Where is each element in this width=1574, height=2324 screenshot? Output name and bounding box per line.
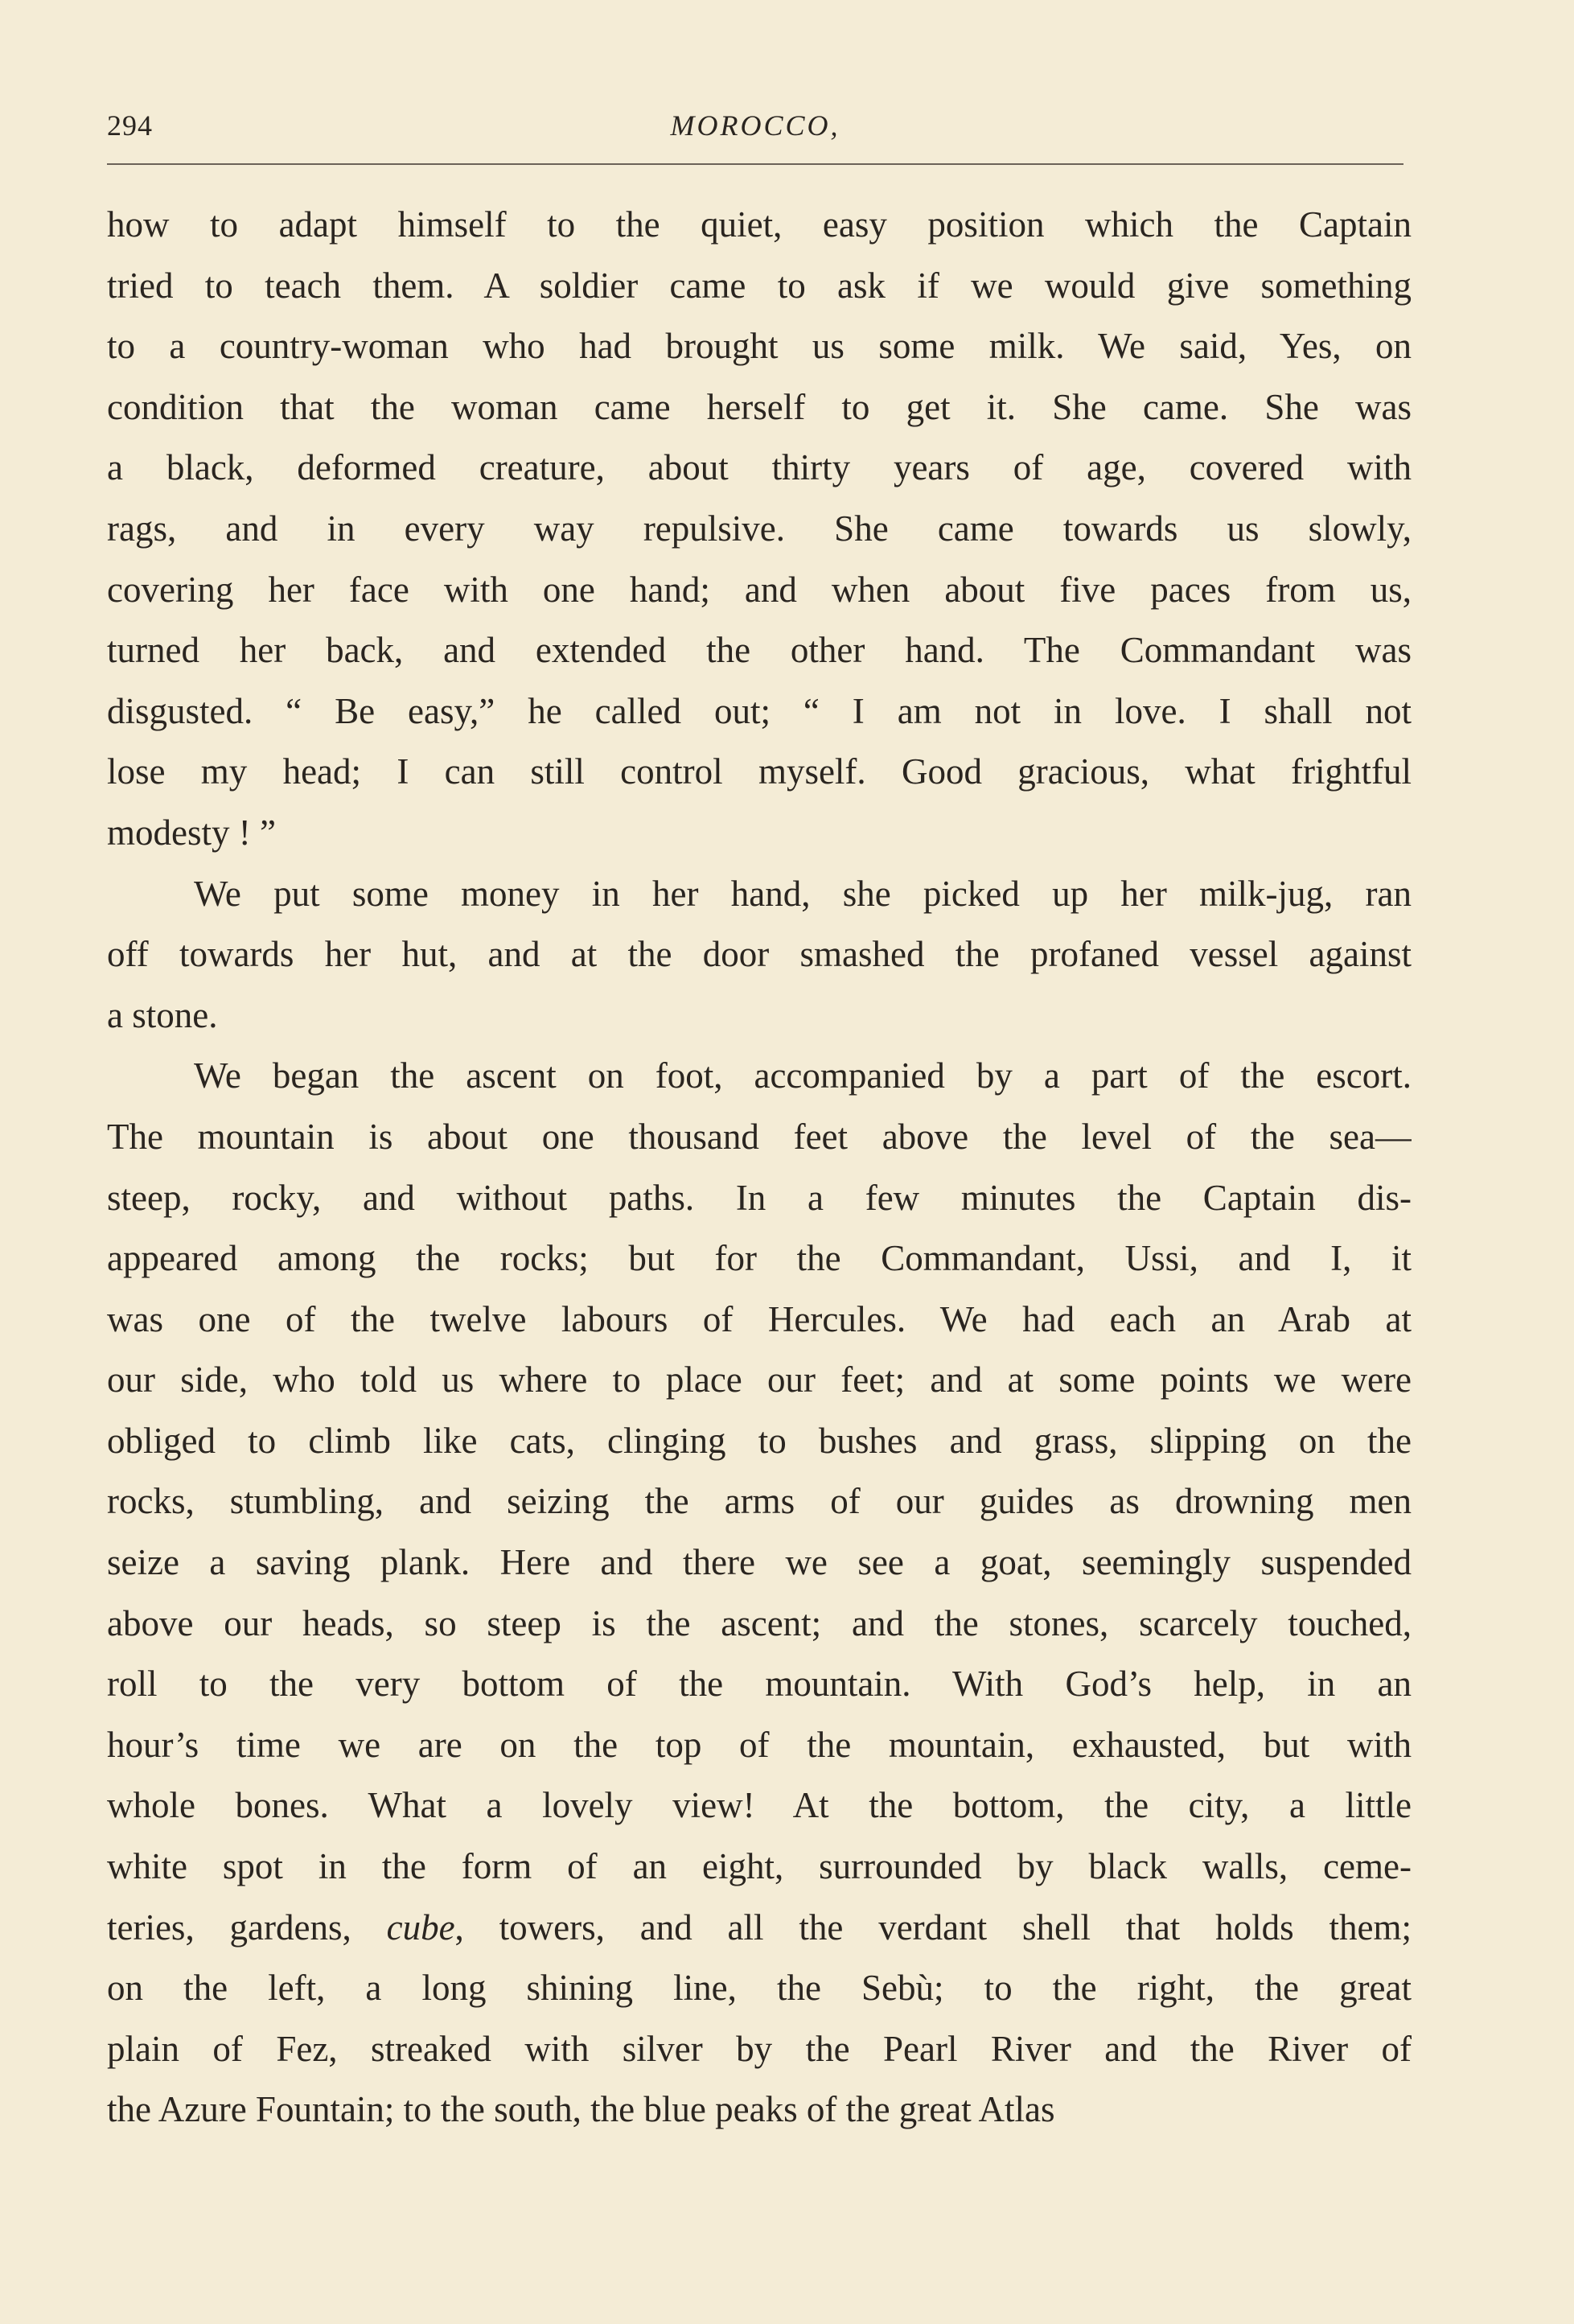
text-line: rags, and in every way repulsive. She came towards us slowly, [107,508,1412,549]
body-text [107,195,1412,2141]
page-number: 294 [107,109,153,142]
text-line: tried to teach them. A soldier came to ask if we would give something [107,265,1412,306]
paragraph [107,1046,1412,2141]
text-line: off towards her hut, and at the door smashed the profaned vessel against [107,934,1412,975]
text-line: our side, who told us where to place our feet; and at some points we were [107,1359,1412,1401]
text-line: The mountain is about one thousand feet above the level of the sea— [107,1116,1412,1157]
text-line: seize a saving plank. Here and there we see a goat, seemingly suspended [107,1542,1412,1583]
page-header [107,109,1403,157]
paragraph [107,195,1412,864]
text-line: on the left, a long shining line, the Sebù; to the right, the great [107,1968,1412,2009]
text-line: turned her back, and extended the other hand. The Commandant was [107,630,1412,671]
text-line: teries, gardens, cube, towers, and all the verdant shell that holds them; [107,1907,1412,1948]
text-line: above our heads, so steep is the ascent; and the stones, scarcely touched, [107,1602,1412,1643]
text-line: condition that the woman came herself to get it. She came. She was [107,386,1412,427]
text-line: disgusted. “ Be easy,” he called out; “ I am not in love. I shall not [107,690,1412,731]
text-line: lose my head; I can still control myself. Good gracious, what frightful [107,751,1412,792]
paragraph [107,864,1412,1047]
text-line: We put some money in her hand, she picked up her milk-jug, ran [194,873,1412,914]
text-line: obliged to climb like cats, clinging to bushes and grass, slipping on the [107,1420,1412,1461]
text-line: how to adapt himself to the quiet, easy position which the Captain [107,204,1412,245]
text-line: roll to the very bottom of the mountain. With God’s help, in an [107,1664,1412,1705]
text-line: We began the ascent on foot, accompanied by a part of the escort. [194,1055,1412,1096]
text-line: steep, rocky, and without paths. In a few minutes the Captain dis- [107,1177,1412,1218]
text-line: plain of Fez, streaked with silver by the Pearl River and the River of [107,2028,1412,2069]
text-line: a black, deformed creature, about thirty years of age, covered with [107,447,1412,488]
text-line: white spot in the form of an eight, surrounded by black walls, ceme- [107,1846,1412,1887]
italic-word: cube [386,1907,455,1948]
running-title: MOROCCO, [670,109,840,142]
text-line: whole bones. What a lovely view! At the bottom, the city, a little [107,1785,1412,1826]
text-line: to a country-woman who had brought us some milk. We said, Yes, on [107,326,1412,367]
text-line: covering her face with one hand; and when about five paces from us, [107,569,1412,610]
text-line: a stone. [107,994,218,1035]
text-line: hour’s time we are on the top of the mountain, exhausted, but with [107,1724,1412,1765]
text-line: modesty ! ” [107,812,276,853]
text-line: rocks, stumbling, and seizing the arms of our guides as drowning men [107,1481,1412,1522]
text-line: was one of the twelve labours of Hercules. We had each an Arab at [107,1298,1412,1339]
text-line: appeared among the rocks; but for the Commandant, Ussi, and I, it [107,1238,1412,1279]
text-line: the Azure Fountain; to the south, the blue peaks of the great Atlas [107,2089,1055,2130]
header-rule [107,163,1403,165]
